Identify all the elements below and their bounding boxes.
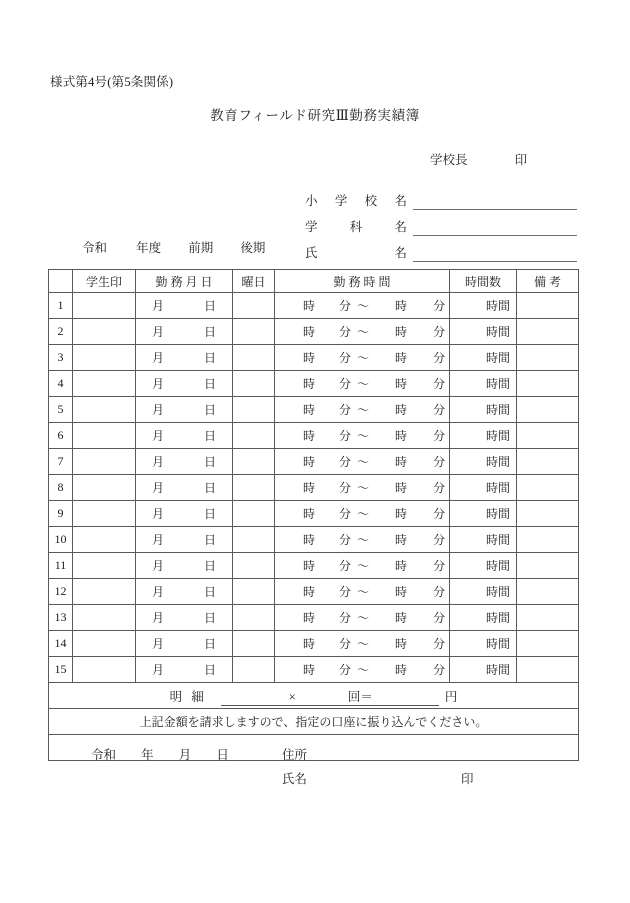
principal-label: 学校長: [430, 153, 468, 167]
row-number: 5: [49, 397, 73, 423]
hours-unit-label: 時間: [485, 351, 510, 365]
hours-unit-label: 時間: [485, 533, 510, 547]
end-hour-unit-label: 時: [395, 325, 408, 339]
cell-work-time[interactable]: [275, 579, 450, 605]
end-hour-unit-label: 時: [395, 507, 408, 521]
time-range-separator: ～: [357, 559, 370, 573]
label-char: 学: [334, 194, 348, 208]
hours-unit-label: 時間: [485, 559, 510, 573]
cell-work-date[interactable]: [136, 397, 233, 423]
cell-work-date[interactable]: [136, 371, 233, 397]
column-header-remarks: 備 考: [517, 270, 579, 293]
field-person-name-label: [305, 244, 413, 262]
cell-student-seal[interactable]: [73, 345, 136, 371]
cell-hours[interactable]: [450, 553, 517, 579]
cell-student-seal[interactable]: [73, 553, 136, 579]
table-row: [49, 579, 579, 605]
end-minute-unit-label: 分: [433, 429, 446, 443]
start-hour-unit-label: 時: [303, 377, 316, 391]
table-row: [49, 657, 579, 683]
month-unit-label: 月: [151, 611, 164, 625]
cell-work-date[interactable]: [136, 527, 233, 553]
hours-unit-label: 時間: [485, 403, 510, 417]
row-number: 4: [49, 371, 73, 397]
cell-day-of-week[interactable]: [233, 397, 275, 423]
term-first-option[interactable]: 前期: [188, 241, 214, 255]
cell-work-date[interactable]: [136, 657, 233, 683]
cell-work-date[interactable]: [136, 475, 233, 501]
cell-hours[interactable]: [450, 449, 517, 475]
signature-address: [282, 745, 307, 763]
form-number: 様式第4号(第5条関係): [50, 75, 174, 89]
time-range-separator: ～: [357, 611, 370, 625]
start-hour-unit-label: 時: [303, 299, 316, 313]
time-range-separator: ～: [357, 585, 370, 599]
cell-hours[interactable]: [450, 631, 517, 657]
table-row: [49, 501, 579, 527]
hours-unit-label: 時間: [485, 637, 510, 651]
signature-name-label: 氏名: [282, 772, 308, 786]
start-hour-unit-label: 時: [303, 559, 316, 573]
signature-cell: [49, 735, 579, 786]
row-number: 14: [49, 631, 73, 657]
day-unit-label: 日: [204, 299, 217, 313]
start-minute-unit-label: 分: [339, 299, 352, 313]
cell-work-time[interactable]: [275, 345, 450, 371]
signature-month-label: 月: [178, 748, 192, 762]
row-number: 12: [49, 579, 73, 605]
cell-day-of-week[interactable]: [233, 501, 275, 527]
cell-hours[interactable]: [450, 345, 517, 371]
day-unit-label: 日: [204, 507, 217, 521]
summary-label: 明 細: [169, 689, 207, 704]
cell-work-date[interactable]: [136, 631, 233, 657]
hours-unit-label: 時間: [485, 507, 510, 521]
start-hour-unit-label: 時: [303, 663, 316, 677]
end-minute-unit-label: 分: [433, 325, 446, 339]
field-school-name-input[interactable]: [413, 190, 577, 210]
column-header-no: [49, 270, 73, 293]
end-minute-unit-label: 分: [433, 611, 446, 625]
start-hour-unit-label: 時: [303, 585, 316, 599]
month-unit-label: 月: [151, 533, 164, 547]
day-unit-label: 日: [204, 325, 217, 339]
column-header-hours: 時間数: [450, 270, 517, 293]
table-row: [49, 397, 579, 423]
hours-unit-label: 時間: [485, 299, 510, 313]
cell-work-time[interactable]: [275, 319, 450, 345]
day-unit-label: 日: [204, 663, 217, 677]
day-unit-label: 日: [204, 403, 217, 417]
end-hour-unit-label: 時: [395, 429, 408, 443]
start-minute-unit-label: 分: [339, 325, 352, 339]
cell-student-seal[interactable]: [73, 475, 136, 501]
table-row: [49, 319, 579, 345]
notice-row: [49, 709, 579, 735]
day-unit-label: 日: [204, 429, 217, 443]
cell-remarks[interactable]: [517, 449, 579, 475]
start-minute-unit-label: 分: [339, 481, 352, 495]
start-hour-unit-label: 時: [303, 481, 316, 495]
row-number: 11: [49, 553, 73, 579]
cell-remarks[interactable]: [517, 579, 579, 605]
academic-year-label: 年度: [136, 241, 162, 255]
start-minute-unit-label: 分: [339, 585, 352, 599]
row-number: 1: [49, 293, 73, 319]
time-range-separator: ～: [357, 377, 370, 391]
end-minute-unit-label: 分: [433, 533, 446, 547]
row-number: 3: [49, 345, 73, 371]
signature-address-label: 住所: [282, 748, 308, 762]
field-person-name: [305, 236, 577, 262]
start-minute-unit-label: 分: [339, 507, 352, 521]
cell-day-of-week[interactable]: [233, 475, 275, 501]
cell-remarks[interactable]: [517, 371, 579, 397]
end-minute-unit-label: 分: [433, 403, 446, 417]
cell-student-seal[interactable]: [73, 527, 136, 553]
label-char: 名: [394, 220, 407, 234]
row-number: 8: [49, 475, 73, 501]
cell-work-time[interactable]: [275, 605, 450, 631]
end-minute-unit-label: 分: [433, 585, 446, 599]
month-unit-label: 月: [151, 559, 164, 573]
time-range-separator: ～: [357, 403, 370, 417]
hours-unit-label: 時間: [485, 429, 510, 443]
start-minute-unit-label: 分: [339, 663, 352, 677]
end-hour-unit-label: 時: [395, 455, 408, 469]
time-range-separator: ～: [357, 299, 370, 313]
cell-hours[interactable]: [450, 527, 517, 553]
cell-remarks[interactable]: [517, 345, 579, 371]
cell-remarks[interactable]: [517, 605, 579, 631]
cell-hours[interactable]: [450, 423, 517, 449]
time-range-separator: ～: [357, 507, 370, 521]
cell-student-seal[interactable]: [73, 605, 136, 631]
cell-day-of-week[interactable]: [233, 527, 275, 553]
cell-student-seal[interactable]: [73, 579, 136, 605]
cell-hours[interactable]: [450, 319, 517, 345]
cell-day-of-week[interactable]: [233, 553, 275, 579]
end-hour-unit-label: 時: [395, 403, 408, 417]
cell-day-of-week[interactable]: [233, 605, 275, 631]
row-number: 15: [49, 657, 73, 683]
era-term-row: [82, 238, 265, 256]
label-char: 名: [394, 246, 407, 260]
summary-cell: [49, 683, 579, 709]
table-row: [49, 605, 579, 631]
cell-hours[interactable]: [450, 371, 517, 397]
time-range-separator: ～: [357, 533, 370, 547]
era-label: 令和: [82, 241, 108, 255]
cell-work-date[interactable]: [136, 293, 233, 319]
cell-remarks[interactable]: [517, 527, 579, 553]
month-unit-label: 月: [151, 351, 164, 365]
table-row: [49, 423, 579, 449]
hours-unit-label: 時間: [485, 481, 510, 495]
start-hour-unit-label: 時: [303, 455, 316, 469]
cell-remarks[interactable]: [517, 501, 579, 527]
day-unit-label: 日: [204, 455, 217, 469]
start-minute-unit-label: 分: [339, 403, 352, 417]
end-minute-unit-label: 分: [433, 455, 446, 469]
cell-student-seal[interactable]: [73, 423, 136, 449]
field-school-name-label: [305, 192, 413, 210]
cell-hours[interactable]: [450, 657, 517, 683]
start-hour-unit-label: 時: [303, 403, 316, 417]
day-unit-label: 日: [204, 637, 217, 651]
start-minute-unit-label: 分: [339, 455, 352, 469]
cell-work-date[interactable]: [136, 345, 233, 371]
day-unit-label: 日: [204, 559, 217, 573]
start-minute-unit-label: 分: [339, 377, 352, 391]
end-hour-unit-label: 時: [395, 585, 408, 599]
currency-unit-label: 円: [444, 689, 458, 704]
work-record-table: [48, 269, 579, 786]
label-char: 氏: [305, 246, 318, 260]
column-header-day-of-week: 曜日: [233, 270, 275, 293]
time-range-separator: ～: [357, 663, 370, 677]
document-title: 教育フィールド研究Ⅲ勤務実績簿: [210, 108, 420, 123]
end-hour-unit-label: 時: [395, 559, 408, 573]
end-minute-unit-label: 分: [433, 507, 446, 521]
start-minute-unit-label: 分: [339, 637, 352, 651]
principal-seal-mark: 印: [514, 153, 528, 167]
times-unit-label: 回＝: [347, 690, 373, 704]
month-unit-label: 月: [151, 299, 164, 313]
cell-student-seal[interactable]: [73, 657, 136, 683]
end-minute-unit-label: 分: [433, 481, 446, 495]
cell-work-time[interactable]: [275, 397, 450, 423]
cell-day-of-week[interactable]: [233, 657, 275, 683]
signature-day-label: 日: [216, 748, 229, 762]
time-range-separator: ～: [357, 455, 370, 469]
notice-text: 上記金額を請求しますので、指定の口座に振り込んでください。: [49, 709, 579, 735]
cell-work-time[interactable]: [275, 657, 450, 683]
cell-day-of-week[interactable]: [233, 371, 275, 397]
signature-era-label: 令和: [91, 748, 117, 762]
cell-day-of-week[interactable]: [233, 631, 275, 657]
day-unit-label: 日: [204, 533, 217, 547]
day-unit-label: 日: [204, 351, 217, 365]
month-unit-label: 月: [151, 481, 164, 495]
row-number: 7: [49, 449, 73, 475]
row-number: 9: [49, 501, 73, 527]
cell-student-seal[interactable]: [73, 319, 136, 345]
table-row: [49, 553, 579, 579]
table-row: [49, 449, 579, 475]
hours-unit-label: 時間: [485, 663, 510, 677]
cell-hours[interactable]: [450, 293, 517, 319]
start-minute-unit-label: 分: [339, 351, 352, 365]
principal-seal-row: [430, 150, 527, 168]
cell-hours[interactable]: [450, 475, 517, 501]
cell-day-of-week[interactable]: [233, 579, 275, 605]
label-char: 学: [305, 220, 318, 234]
cell-remarks[interactable]: [517, 293, 579, 319]
time-range-separator: ～: [357, 325, 370, 339]
start-minute-unit-label: 分: [339, 559, 352, 573]
row-number: 6: [49, 423, 73, 449]
field-person-name-input[interactable]: [413, 242, 577, 262]
field-department-name-label: [305, 218, 413, 236]
start-hour-unit-label: 時: [303, 429, 316, 443]
month-unit-label: 月: [151, 377, 164, 391]
cell-hours[interactable]: [450, 397, 517, 423]
field-department-name-input[interactable]: [413, 216, 577, 236]
cell-day-of-week[interactable]: [233, 345, 275, 371]
start-hour-unit-label: 時: [303, 611, 316, 625]
cell-work-time[interactable]: [275, 449, 450, 475]
month-unit-label: 月: [151, 663, 164, 677]
signature-date: [91, 745, 229, 763]
cell-student-seal[interactable]: [73, 293, 136, 319]
table-row: [49, 631, 579, 657]
cell-hours[interactable]: [450, 605, 517, 631]
cell-work-time[interactable]: [275, 553, 450, 579]
row-number: 10: [49, 527, 73, 553]
end-hour-unit-label: 時: [395, 533, 408, 547]
table-row: [49, 527, 579, 553]
column-header-work-time: 勤 務 時 間: [275, 270, 450, 293]
signature-year-label: 年: [141, 748, 154, 762]
column-header-work-date: 勤 務 月 日: [136, 270, 233, 293]
table-row: [49, 293, 579, 319]
label-char: 科: [349, 220, 363, 234]
cell-work-date[interactable]: [136, 319, 233, 345]
cell-work-date[interactable]: [136, 449, 233, 475]
label-char: 校: [364, 194, 378, 208]
table-header-row: [49, 270, 579, 293]
cell-work-time[interactable]: [275, 631, 450, 657]
multiply-sign: ×: [288, 690, 296, 704]
month-unit-label: 月: [151, 637, 164, 651]
field-school-name: [305, 184, 577, 210]
cell-work-date[interactable]: [136, 501, 233, 527]
cell-remarks[interactable]: [517, 423, 579, 449]
table-row: [49, 345, 579, 371]
start-minute-unit-label: 分: [339, 429, 352, 443]
cell-hours[interactable]: [450, 501, 517, 527]
time-range-separator: ～: [357, 481, 370, 495]
end-minute-unit-label: 分: [433, 351, 446, 365]
term-second-option[interactable]: 後期: [240, 241, 266, 255]
start-hour-unit-label: 時: [303, 637, 316, 651]
month-unit-label: 月: [151, 585, 164, 599]
summary-underline: [221, 685, 439, 706]
time-range-separator: ～: [357, 429, 370, 443]
cell-hours[interactable]: [450, 579, 517, 605]
cell-student-seal[interactable]: [73, 631, 136, 657]
month-unit-label: 月: [151, 507, 164, 521]
cell-work-time[interactable]: [275, 423, 450, 449]
signature-seal-mark: 印: [461, 772, 474, 786]
cell-work-time[interactable]: [275, 501, 450, 527]
hours-unit-label: 時間: [485, 325, 510, 339]
cell-work-date[interactable]: [136, 423, 233, 449]
cell-remarks[interactable]: [517, 397, 579, 423]
cell-remarks[interactable]: [517, 657, 579, 683]
day-unit-label: 日: [204, 585, 217, 599]
cell-work-date[interactable]: [136, 605, 233, 631]
cell-remarks[interactable]: [517, 553, 579, 579]
end-hour-unit-label: 時: [395, 637, 408, 651]
month-unit-label: 月: [151, 455, 164, 469]
cell-student-seal[interactable]: [73, 449, 136, 475]
cell-remarks[interactable]: [517, 319, 579, 345]
end-hour-unit-label: 時: [395, 377, 408, 391]
cell-day-of-week[interactable]: [233, 293, 275, 319]
end-hour-unit-label: 時: [395, 351, 408, 365]
start-hour-unit-label: 時: [303, 351, 316, 365]
cell-work-time[interactable]: [275, 475, 450, 501]
cell-student-seal[interactable]: [73, 371, 136, 397]
day-unit-label: 日: [204, 481, 217, 495]
end-minute-unit-label: 分: [433, 637, 446, 651]
signature-row: [49, 735, 579, 761]
cell-day-of-week[interactable]: [233, 449, 275, 475]
cell-student-seal[interactable]: [73, 501, 136, 527]
start-minute-unit-label: 分: [339, 611, 352, 625]
cell-remarks[interactable]: [517, 631, 579, 657]
row-number: 2: [49, 319, 73, 345]
row-number: 13: [49, 605, 73, 631]
cell-day-of-week[interactable]: [233, 319, 275, 345]
end-hour-unit-label: 時: [395, 663, 408, 677]
cell-work-date[interactable]: [136, 553, 233, 579]
month-unit-label: 月: [151, 403, 164, 417]
end-minute-unit-label: 分: [433, 663, 446, 677]
end-minute-unit-label: 分: [433, 299, 446, 313]
hours-unit-label: 時間: [485, 585, 510, 599]
end-minute-unit-label: 分: [433, 377, 446, 391]
label-char: 名: [394, 194, 407, 208]
end-hour-unit-label: 時: [395, 299, 408, 313]
time-range-separator: ～: [357, 637, 370, 651]
signature-name: [282, 769, 307, 787]
month-unit-label: 月: [151, 429, 164, 443]
table-row: [49, 371, 579, 397]
field-department-name: [305, 210, 577, 236]
cell-remarks[interactable]: [517, 475, 579, 501]
day-unit-label: 日: [204, 611, 217, 625]
hours-unit-label: 時間: [485, 377, 510, 391]
cell-work-time[interactable]: [275, 527, 450, 553]
start-hour-unit-label: 時: [303, 325, 316, 339]
start-minute-unit-label: 分: [339, 533, 352, 547]
start-hour-unit-label: 時: [303, 507, 316, 521]
column-header-student-seal: 学生印: [73, 270, 136, 293]
table-row: [49, 475, 579, 501]
cell-work-time[interactable]: [275, 371, 450, 397]
cell-day-of-week[interactable]: [233, 423, 275, 449]
hours-unit-label: 時間: [485, 455, 510, 469]
cell-work-time[interactable]: [275, 293, 450, 319]
cell-work-date[interactable]: [136, 579, 233, 605]
day-unit-label: 日: [204, 377, 217, 391]
summary-row: [49, 683, 579, 709]
start-hour-unit-label: 時: [303, 533, 316, 547]
label-char: 小: [305, 194, 318, 208]
end-minute-unit-label: 分: [433, 559, 446, 573]
month-unit-label: 月: [151, 325, 164, 339]
hours-unit-label: 時間: [485, 611, 510, 625]
cell-student-seal[interactable]: [73, 397, 136, 423]
end-hour-unit-label: 時: [395, 611, 408, 625]
time-range-separator: ～: [357, 351, 370, 365]
end-hour-unit-label: 時: [395, 481, 408, 495]
